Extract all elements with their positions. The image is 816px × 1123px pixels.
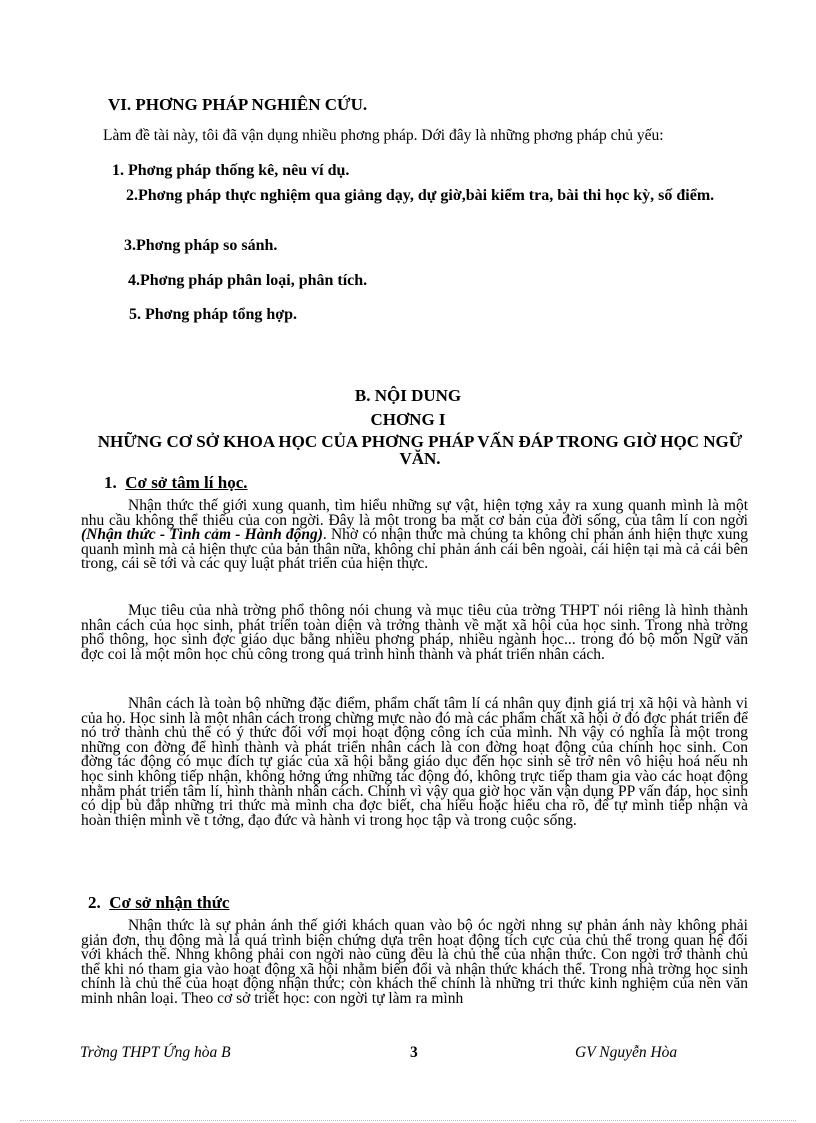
section-vi-intro: Làm đề tài này, tôi đã vận dụng nhiều phơng pháp. Dới đây là những phơng pháp chủ yếu: xyxy=(103,127,664,144)
footer-school: Trờng THPT Ứng hòa B xyxy=(80,1044,231,1061)
subsection-2-number: 2. xyxy=(88,893,101,912)
method-item-4: 4.Phơng pháp phân loại, phân tích. xyxy=(128,272,368,289)
method-item-1: 1. Phơng pháp thống kê, nêu ví dụ. xyxy=(112,162,350,179)
section-vi-heading: VI. PHƠNG PHÁP NGHIÊN CỨU. xyxy=(108,95,368,114)
footer-teacher: GV Nguyễn Hòa xyxy=(575,1044,678,1061)
footer-page-number: 3 xyxy=(410,1044,418,1061)
subsection-2-paragraph-1: Nhận thức là sự phản ánh thế giới khách quan vào bộ óc ngời nhng sự phản ánh này không phải giản đơn, thụ động mà là quá trình biện chứng dựa trên hoạt động tích cực của chủ thể trong quan hệ đối với khách thể. Nhng không phải con ngời nào cũng đều là chủ thể của nhận thức. Con ngời trở thành chủ thể khi nó tham gia vào hoạt động xã hội nhằm biến đổi và nhận thức khách thể. Trong nhà trờng học sinh chính là chủ thể của hoạt động nhận thức; còn khách thể chính là những tri thức kinh nghiệm của nền văn minh nhân loại. Theo cơ sở triết học: con ngời tự làm ra mình xyxy=(81,917,748,1007)
chapter-label: CHƠNG I xyxy=(370,410,446,429)
method-item-2: 2.Phơng pháp thực nghiệm qua giảng dạy, dự giờ,bài kiểm tra, bài thi học kỳ, số điểm. xyxy=(126,187,715,204)
method-item-5: 5. Phơng pháp tổng hợp. xyxy=(129,306,298,323)
subsection-2-heading xyxy=(88,893,229,913)
chapter-title: NHỮNG CƠ SỞ KHOA HỌC CỦA PHƠNG PHÁP VẤN ĐÁP TRONG GIỜ HỌC NGỮ VĂN. xyxy=(97,432,743,468)
page-bottom-divider xyxy=(20,1120,796,1121)
paragraph-1-end: . Nhờ có nhận thức mà chúng ta không chỉ phản ánh hiện thực xung quanh mình mà cả hiện thực của bản thân nữa, không chỉ phản ánh cái bên ngoài, cái hiện tại mà cả cái bên trong, cái sẽ tới và các quy luật phát triển của hiện thực. xyxy=(81,526,748,573)
part-b-title: B. NỘI DUNG xyxy=(354,386,462,405)
paragraph-1-emphasis: (Nhận thức - Tình cảm - Hành động) xyxy=(81,526,323,544)
subsection-1-number: 1. xyxy=(104,473,117,492)
subsection-1-paragraph-2: Mục tiêu của nhà trờng phổ thông nói chung và mục tiêu của trờng THPT nói riêng là hình thành nhân cách của học sinh, phát triển toàn diện và trởng thành về mặt xã hội của học sinh. Trong nhà trờng phổ thông, học sinh đợc giáo dục bằng nhiều phơng pháp, nhiều ngành học... trong đó bộ môn Ngữ văn đợc coi là một môn học chủ công trong quá trình hình thành và phát triển nhân cách. xyxy=(81,602,748,663)
subsection-1-title: Cơ sở tâm lí học. xyxy=(125,473,248,492)
subsection-1-paragraph-1 xyxy=(81,499,748,572)
subsection-2-title: Cơ sở nhận thức xyxy=(109,893,230,912)
method-item-3: 3.Phơng pháp so sánh. xyxy=(124,237,278,254)
paragraph-1-start: Nhận thức thế giới xung quanh, tìm hiểu những sự vật, hiện tợng xảy ra xung quanh mình là một nhu cầu không thể thiếu của con ngời. Đây là một trong ba mặt cơ bản của đời sống, của tâm lí con ngời xyxy=(81,497,748,529)
subsection-1-heading xyxy=(104,473,248,493)
subsection-1-paragraph-3: Nhân cách là toàn bộ những đặc điểm, phẩm chất tâm lí cá nhân quy định giá trị xã hội và hành vi của họ. Học sinh là một nhân cách trong chừng mực nào đó mà các phẩm chất xã hội ở đó đợc phát triển để nó trở thành chủ thể có ý thức đối với mọi hoạt động công ích của mình. Nh vậy có nghĩa là một trong những con đờng để hình thành và phát triển nhân cách là con đờng hoạt động của chính học sinh. Con đờng tác động có mục đích tự giác của xã hội bằng giáo dục đến học sinh sẽ trở nên vô hiệu hoá nếu nh học sinh không tiếp nhận, không hởng ứng những tác động đó, không trực tiếp tham gia vào các hoạt động nhằm phát triển tâm lí, hình thành nhân cách. Chính vì vậy qua giờ học văn vận dụng PP vấn đáp, học sinh có dịp bù đắp những tri thức mà mình cha đợc biết, cha hiểu hoặc hiểu cha rõ, để tự mình tiếp nhận và hoàn thiện mình về t tởng, đạo đức và hành vi trong học tập và trong cuộc sống. xyxy=(81,695,748,829)
